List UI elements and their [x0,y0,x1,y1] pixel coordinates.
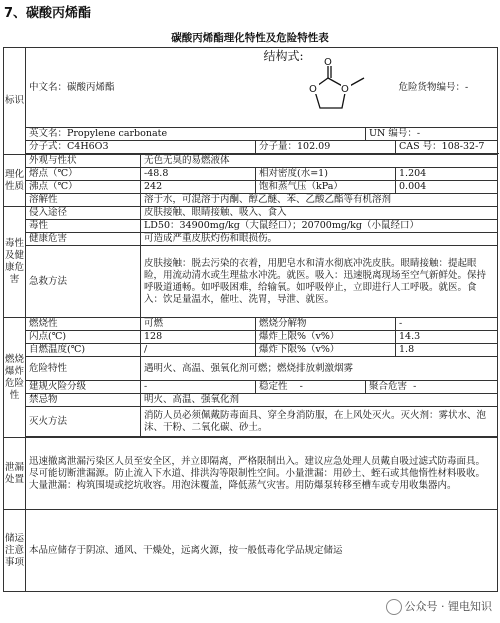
storage-text: 本品应储存于阴凉、通风、干燥处，远离火源，按一般低毒化学品规定储运 [26,510,498,592]
polymer-cell: 聚合危害 - [366,381,498,394]
fire-class-value: - [141,381,256,394]
firstaid-label: 急救方法 [26,246,141,318]
rel-density-label: 相对密度(水=1) [256,168,396,181]
un-no: UN 编号：- [366,128,498,141]
section-storage: 储运注意事项 [4,510,26,592]
en-name: 英文名：Propylene carbonate [26,128,366,141]
watermark: 公众号 · 锂电知识 [386,598,493,615]
bp-value: 242 [141,181,256,194]
firstaid-value: 皮肤接触：脱去污染的衣着，用肥皂水和清水彻底冲洗皮肤。眼睛接触：提起眼睑，用流动清水或生理盐水冲洗。就医。吸入：迅速脱离现场至空气新鲜处。保持呼吸道通畅。如呼吸困难，给输氧。如呼吸停止，立即进行人工呼吸。就医。食入：饮足量温水，催吐、洗胃，导泄、就医。 [141,246,498,318]
solubility-label: 溶解性 [26,194,141,207]
danger-label: 危险特性 [26,357,141,381]
section-identity: 标识 [4,48,26,155]
formula: 分子式：C4H6O3 [26,141,256,154]
route-label: 侵入途径 [26,207,141,220]
flash-label: 闪点(℃) [26,331,141,344]
appearance-label: 外观与性状 [26,155,141,168]
vp-value: 0.004 [396,181,498,194]
mp-label: 熔点（℃） [26,168,141,181]
table-title: 碳酸丙烯酯理化特性及危险特性表 [171,32,329,44]
hazard-label: 健康危害 [26,233,141,246]
flammability-label: 燃烧性 [26,318,141,331]
section-health: 毒性及健康危害 [4,207,26,318]
leak-text: 迅速撤离泄漏污染区人员至安全区，并立即隔离，严格限制出入。建议应急处理人员戴自吸过滤式防毒面具。尽可能切断泄漏源。防止流入下水道、排洪沟等限制性空间。小量泄漏：用砂土、蛭石或其他惰性材料吸收。大量泄漏：构筑围堤或挖坑收容。用泡沫覆盖，降低蒸气灾害。用防爆泵转移至槽车或专用收集器内。 [26,438,498,510]
extinguish-value: 消防人员必须佩戴防毒面具、穿全身消防服，在上风处灭火。灭火剂：雾状水、泡沫、干粉、二氧化碳、砂土。 [141,407,498,437]
route-value: 皮肤接触、眼睛接触、吸入、食入 [141,207,498,220]
flash-value: 128 [141,331,256,344]
autoign-value: / [141,344,256,357]
section-heading: 7、碳酸丙烯酯 [4,6,92,21]
structure-label: 结构式: [263,49,304,63]
toxicity-value: LD50：34900mg/kg（大鼠经口）；20700mg/kg（小鼠经口） [141,220,498,233]
extinguish-label: 灭火方法 [26,407,141,437]
hazard-value: 可造成严重皮肤灼伤和眼损伤。 [141,233,498,246]
section-physchem: 理化性质 [4,155,26,207]
danger-value: 遇明火、高温、强氧化剂可燃；燃烧排放刺激烟雾 [141,357,498,381]
stability-cell: 稳定性 - [256,381,366,394]
decomp-value: - [396,318,498,331]
molecular-weight: 分子量：102.09 [256,141,396,154]
avoid-value: 明火、高温、强氧化剂 [141,394,498,407]
cn-name: 中文名：碳酸丙烯酯 [26,48,256,128]
wechat-icon [386,599,402,615]
section-fire: 燃烧爆炸危险性 [4,318,26,438]
lel-label: 爆炸下限%（v%） [256,344,396,357]
uel-value: 14.3 [396,331,498,344]
solubility-value: 溶于水，可混溶于丙酮、醇乙醚、苯、乙酸乙酯等有机溶剂 [141,194,498,207]
svg-text:O: O [340,84,349,95]
mp-value: -48.8 [141,168,256,181]
decomp-label: 燃烧分解物 [256,318,396,331]
dangerous-goods-no: 危险货物编号：- [396,48,498,128]
cas-no: CAS 号：108-32-7 [396,141,498,154]
molecule-structure-icon [306,54,396,126]
appearance-value: 无色无臭的易燃液体 [141,155,498,168]
bp-label: 沸点（℃） [26,181,141,194]
toxicity-label: 毒性 [26,220,141,233]
svg-text:O: O [323,57,332,68]
section-leak: 泄漏处置 [4,438,26,510]
vp-label: 饱和蒸气压（kPa） [256,181,396,194]
svg-text:O: O [308,84,317,95]
autoign-label: 自燃温度(℃) [26,344,141,357]
fire-class-label: 建规火险分级 [26,381,141,394]
uel-label: 爆炸上限%（v%） [256,331,396,344]
rel-density-value: 1.204 [396,168,498,181]
lel-value: 1.8 [396,344,498,357]
avoid-label: 禁忌物 [26,394,141,407]
property-table [3,47,498,592]
flammability-value: 可燃 [141,318,256,331]
